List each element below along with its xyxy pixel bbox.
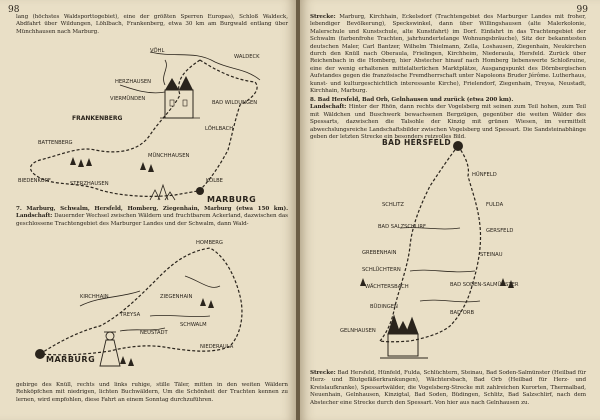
map3-label-waechtersbach: WÄCHTERSBACH [365,284,409,290]
map3-label-steinau: STEINAU [480,252,503,258]
map1-label-herzhausen: HERZHAUSEN [115,79,152,85]
map2-label-ziegenhain: ZIEGENHAIN [160,294,193,300]
bad-hersfeld-dot-icon [453,141,463,151]
map3-label-schlitz: SCHLITZ [382,202,404,208]
map3-label-fulda: FULDA [486,202,504,208]
map1-label-frankenberg: FRANKENBERG [72,115,123,122]
map1-label-vierm: VIERMÜNDEN [110,96,146,102]
route8-text: Hinter der Rhön, dann rechts der Vogelsberg mit seinen zum Teil hohen, zum Teil mit Wäldchen und Buschwerk bewachsenen Bergzügen, gegenüber die weiten Wälder des Spessarts, dazwischen die Talsohle der Kinzig mit grünen Wiesen, im vermittelt abwechslungsreiche Landschaftsbilder zwischen Vogelsberg und Spessart. Die Sandsteinabhänge geben der letzten Strecke ein besonders reizvolles Bild. [310,104,586,141]
map2-label-kirchhain: KIRCHHAIN [80,294,109,300]
bottom-strecke-label: Strecke: [310,370,336,376]
map1-label-battenberg: BATTENBERG [38,140,73,146]
map1-label-loehlbach: LÖHLBACH [205,126,234,132]
strecke-label: Strecke: [310,14,336,20]
marburg-dot-icon [196,187,204,195]
route-map-bad-hersfeld [300,136,600,368]
map2-label-homberg: HOMBERG [196,240,223,246]
strecke-text: Marburg, Kirchhain, Eckelsdorf (Trachtengebiet des Marburger Landes mit froher, lebendiger Bevölkerung), Speckswinkel, dann über Willingshausen (alte Malerkolonie, Malerschule und Kunstschule, alte Kunstfahrt) im Dorf. Einfahrt in das Trachtengebiet der Schwalm (farbenfrohe Trachten, jahrhundertelange Wohnungsbräuche), Sitz der bekanntesten deutschen Maler, Carl Bantzer, Wilhelm Thielmann, Zella, Loshausen, Ziegenhain, Neukirchen durch den Knüll nach Oberaula, Frielingen, Kirchheim, Niederaula, Hersfeld. Zurück über Reichenbach in die Homberg, hier Abstecher hinauf nach Homberg liebenswerte Schloßruine, eine der wenig erhaltenen mittelalterlichen Marktplätze, Ausgangspunkt des Dörnbergischen Aufstandes gegen die französische Fremdherrschaft unter Napoleons Bruder Jérôme. Lutherhaus, kunst- und kulturgeschichtlich interessante Kirche), Frielendorf, Ziegenhain, Treysa, Neustadt, Kirchhain, Marburg. [310,14,586,95]
map3-label-schluechtern: SCHLÜCHTERN [362,267,401,273]
map3-label-budingen: BÜDINGEN [370,304,398,310]
right-bottom-paragraph [310,370,586,407]
route8-paragraph [310,97,586,141]
map1-label-vohl: VÖHL [150,48,165,54]
bottom-strecke-text: Bad Hersfeld, Hünfeld, Fulda, Schlüchtern, Steinau, Bad Soden-Salmünster (Heilbad für Herz- und Blutgefäßerkrankungen), Wächtersbach, Bad Orb (Heilbad für Herz- und Kreislaufkranke), Spessartwälder, die Vogelsberg-Strecke mit zahlreichen Kurorten, Thermalbad, Neuenhain, Gelnhausen, Kinzigtal, Bad Soden, Büdingen, Schlitz, Bad Salzschlirf, nach dem Abstecher eine Strecke durch den Spessart. Von hier aus nach Gelnhausen zu. [310,370,586,406]
strecke-paragraph [310,14,586,95]
map2-label-marburg: MARBURG [46,355,96,364]
map1-label-muenchhausen: MÜNCHHAUSEN [148,153,190,159]
route-map-schwalm [0,236,296,381]
route7-text: Dauernder Wechsel zwischen Wäldern und fruchtbarem Ackerland, dazwischen das geschlossene Trachtengebiet des Marburger Landes und der Schwalm, dann Wald- [16,213,289,227]
cathedral-illustration [380,316,428,358]
map1-label-marburg: MARBURG [207,195,257,204]
left-bottom-paragraph: gebirge des Knüll, rechts und links ruhige, stille Täler, mitten in den weiten Wäldern Rehköpfchen mit niedrigen, lichten Buchwäldern, Um die Schönheit der Trachten kennen zu lernen, wird empfohlen, diese Fahrt an einem Sonntag durchzuführen. [16,382,288,403]
map2-label-neustadt: NEUSTADT [140,330,168,336]
left-page [0,0,296,420]
route-map-waldeck-marburg [0,40,296,205]
map1-label-sterzhausen: STERZHAUSEN [70,181,109,187]
route7-heading: 7. Marburg, Schwalm, Hersfeld, Homberg, Ziegenhain, Marburg (etwa 150 km). [16,206,288,212]
map2-label-schwalm: SCHWALM [180,322,207,328]
map1-label-bad-wild: BAD WILDUNGEN [212,100,258,106]
map2-label-niederaula: NIEDERAULA [200,344,234,350]
map1-label-biedenkopf: BIEDENKOPF [18,178,51,184]
map3-label-bad-hersfeld: BAD HERSFELD [382,138,451,147]
route7-paragraph [16,206,288,228]
map3-label-bad-orb: BAD ORB [450,310,474,316]
map3-label-bad-salzschlirf: BAD SALZSCHLIRF [378,224,426,230]
marburg-town-sketch [150,185,175,200]
map3-label-grebenhain: GREBENHAIN [362,250,397,256]
map3-label-bad-soden: BAD SODEN-SALMÜNSTER [450,282,519,288]
right-page [300,0,600,420]
costume-figure-illustration [100,332,120,366]
right-page-number: 99 [576,5,588,15]
route7-label: Landschaft: [16,213,53,220]
map3-label-huenfeld: HÜNFELD [472,172,497,178]
map1-label-waldeck: WALDECK [234,54,260,60]
left-page-number: 98 [8,5,20,15]
route8-heading: 8. Bad Hersfeld, Bad Orb, Gelnhausen und zurück (etwa 200 km). [310,97,514,103]
map3-label-gersfeld: GERSFELD [486,228,514,234]
map3-label-gelnhausen: GELNHAUSEN [340,328,376,334]
left-top-paragraph: lang (höchstes Waldsporttogebiet), eine der größten Sperren Europas), Schloß Waldeck, Abdfahrt über Wildungen, Löhlbach, Frankenberg, etwa 30 km am Burgwald entlang über Münchhausen nach Marburg. [16,14,288,35]
route8-label: Landschaft: [310,104,347,111]
map2-label-treysa: TREYSA [120,312,141,318]
marburg-start-dot-icon [35,349,45,359]
map1-label-kolbe: KÖLBE [206,178,223,184]
